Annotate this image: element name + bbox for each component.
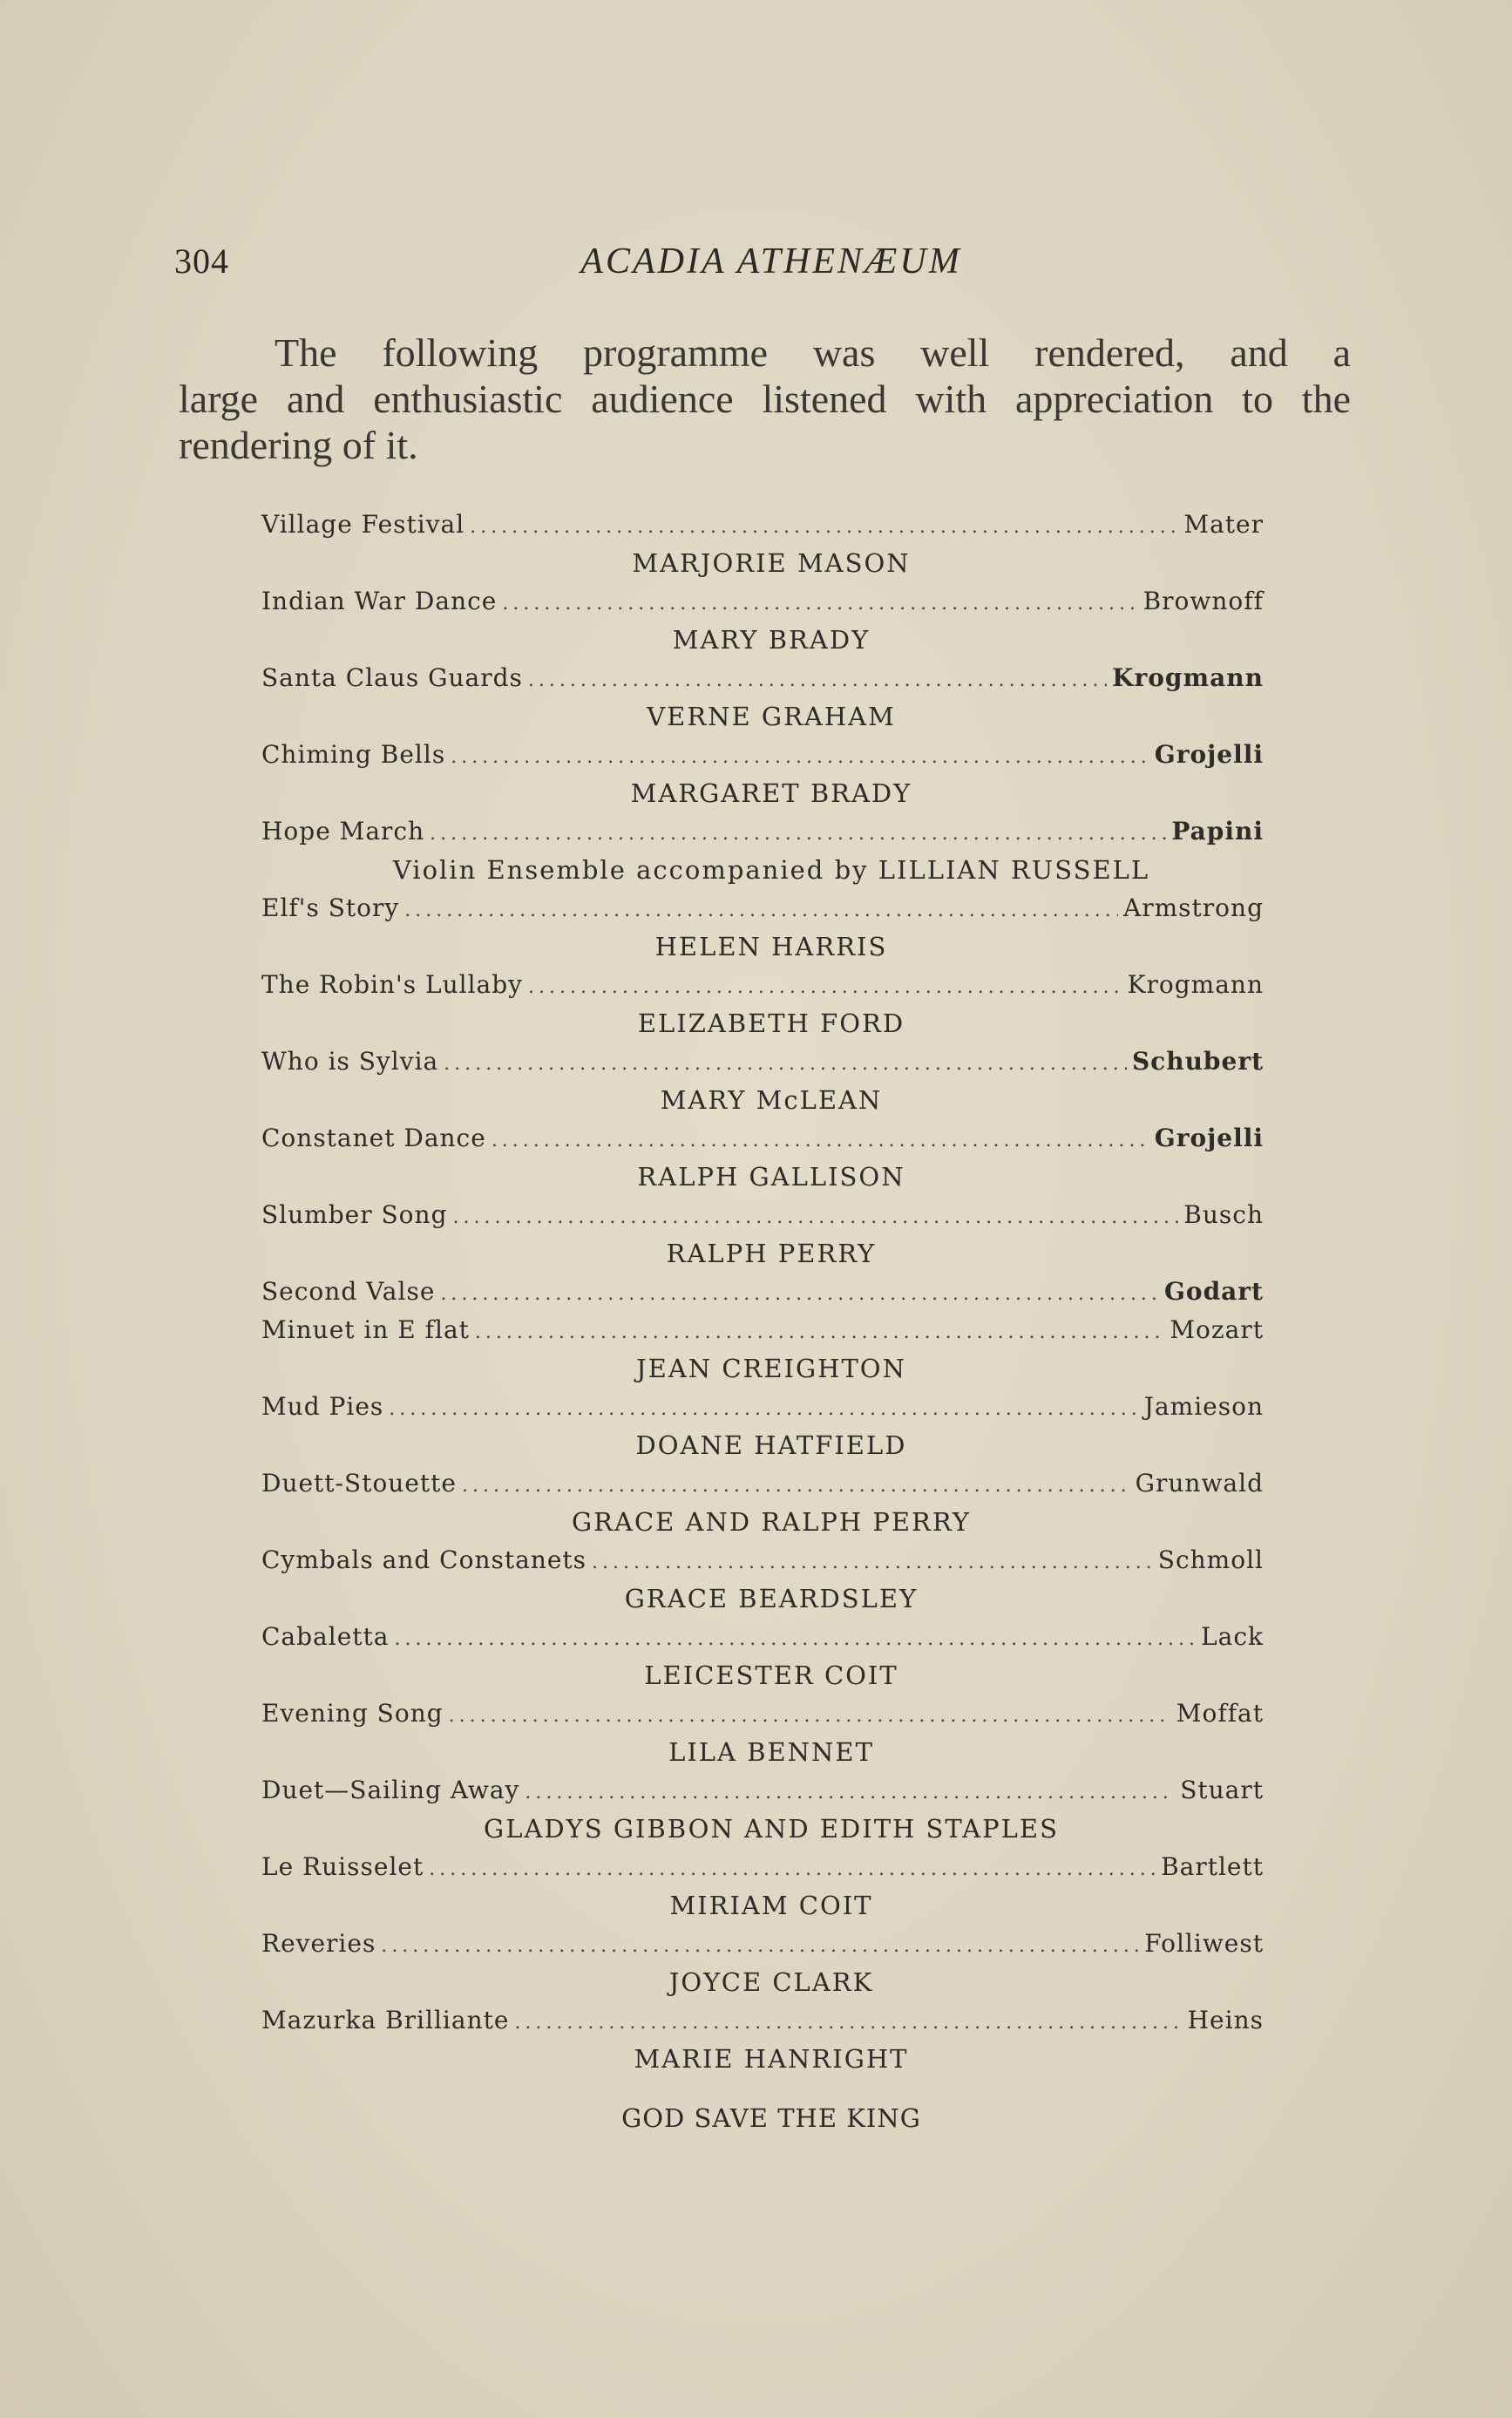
performer-name: GLADYS GIBBON AND EDITH STAPLES (484, 1814, 1059, 1844)
programme-entry (261, 1273, 1264, 1311)
composer-name: Jamieson (1143, 1392, 1264, 1421)
dot-leader (381, 1927, 1139, 1966)
programme-entry (261, 1848, 1264, 1925)
programme-entry (261, 736, 1264, 812)
piece-title: Mud Pies (261, 1392, 384, 1421)
dot-leader (492, 1122, 1149, 1160)
piece-row (261, 1771, 1264, 1810)
dot-leader (528, 662, 1107, 700)
piece-row (261, 659, 1264, 697)
page-number: 304 (174, 241, 229, 281)
dot-leader (528, 968, 1122, 1007)
piece-title: Second Valse (261, 1277, 436, 1306)
programme-entry (261, 812, 1264, 889)
programme-entry (261, 1618, 1264, 1695)
piece-row (261, 1273, 1264, 1311)
journal-title: ACADIA ATHENÆUM (580, 241, 962, 282)
performer-name: VERNE GRAHAM (647, 702, 896, 731)
dot-leader (502, 585, 1137, 623)
composer-name: Krogmann (1127, 970, 1264, 999)
composer-name: Krogmann (1112, 663, 1264, 692)
piece-title: Hope March (261, 817, 425, 846)
programme-entry (261, 659, 1264, 736)
piece-title: Mazurka Brilliante (261, 2006, 510, 2034)
performer-name: JOYCE CLARK (668, 1967, 874, 1997)
dot-leader (394, 1620, 1196, 1659)
dot-leader (429, 1851, 1156, 1889)
piece-row (261, 1311, 1264, 1349)
performer-name: GRACE BEARDSLEY (624, 1584, 919, 1613)
piece-row (261, 1541, 1264, 1579)
piece-title: Duet—Sailing Away (261, 1776, 520, 1804)
dot-leader (451, 738, 1149, 777)
performer-name: MIRIAM COIT (669, 1891, 873, 1920)
dot-leader (453, 1199, 1179, 1237)
dot-leader (440, 1275, 1159, 1314)
piece-title: Minuet in E flat (261, 1315, 470, 1344)
performer-name: Violin Ensemble accompanied by LILLIAN RUSSELL (392, 855, 1150, 885)
composer-name: Folliwest (1144, 1929, 1264, 1958)
dot-leader (444, 1045, 1127, 1083)
piece-title: Le Ruisselet (261, 1852, 424, 1881)
dot-leader (470, 508, 1178, 547)
piece-row (261, 736, 1264, 774)
programme-entry (261, 1695, 1264, 1771)
programme-entry (261, 966, 1264, 1043)
composer-name: Grunwald (1135, 1469, 1264, 1498)
piece-row (261, 966, 1264, 1004)
composer-name: Moffat (1176, 1699, 1264, 1728)
composer-name: Lack (1201, 1622, 1264, 1651)
composer-name: Brownoff (1142, 587, 1264, 615)
intro-rest: large and enthusiastic audience listened with appreciation to the rendering of it. (179, 377, 1351, 467)
programme-entry (261, 1043, 1264, 1119)
piece-title: Santa Claus Guards (261, 663, 523, 692)
programme-entry (261, 1541, 1264, 1618)
piece-row (261, 1464, 1264, 1503)
piece-title: The Robin's Lullaby (261, 970, 523, 999)
piece-title: Indian War Dance (261, 587, 498, 615)
piece-row (261, 2001, 1264, 2040)
programme-entry (261, 1925, 1264, 2001)
dot-leader (475, 1314, 1164, 1352)
programme-entry (261, 2001, 1264, 2078)
programme-entry (261, 889, 1264, 966)
piece-title: Who is Sylvia (261, 1047, 439, 1076)
composer-name: Heins (1187, 2006, 1264, 2034)
piece-title: Chiming Bells (261, 740, 446, 769)
programme-entry (261, 582, 1264, 659)
dot-leader (404, 892, 1118, 930)
piece-row (261, 1388, 1264, 1426)
programme-entry (261, 506, 1264, 582)
programme-entry (261, 1388, 1264, 1464)
composer-name: Mater (1183, 510, 1264, 539)
programme-entry (261, 1464, 1264, 1541)
performer-name: RALPH GALLISON (637, 1162, 905, 1192)
performer-name: DOANE HATFIELD (635, 1430, 907, 1460)
performer-name: MARJORIE MASON (632, 548, 911, 578)
composer-name: Bartlett (1161, 1852, 1264, 1881)
performer-name: LILA BENNET (668, 1737, 874, 1767)
programme-entry (261, 1311, 1264, 1388)
piece-row (261, 506, 1264, 544)
piece-title: Duett-Stouette (261, 1469, 457, 1498)
piece-row (261, 1695, 1264, 1733)
dot-leader (592, 1544, 1153, 1582)
composer-name: Papini (1171, 817, 1264, 846)
piece-row (261, 1848, 1264, 1886)
performer-name: LEICESTER COIT (644, 1661, 898, 1690)
piece-title: Village Festival (261, 510, 465, 539)
performer-name: GRACE AND RALPH PERRY (572, 1507, 971, 1537)
performer-name: MARY McLEAN (660, 1085, 883, 1115)
composer-name: Busch (1183, 1200, 1264, 1229)
piece-row (261, 582, 1264, 621)
piece-title: Cymbals and Constanets (261, 1545, 587, 1574)
programme-entry (261, 1196, 1264, 1273)
performer-name: MARGARET BRADY (630, 778, 912, 808)
dot-leader (430, 815, 1166, 853)
performer-name: HELEN HARRIS (654, 932, 888, 961)
intro-first-line: The following programme was well rendered, and a (275, 330, 1351, 375)
piece-title: Evening Song (261, 1699, 444, 1728)
composer-name: Mozart (1170, 1315, 1264, 1344)
page-header (174, 241, 1342, 293)
composer-name: Schubert (1131, 1047, 1264, 1076)
composer-name: Stuart (1180, 1776, 1264, 1804)
performer-name: MARIE HANRIGHT (634, 2044, 909, 2074)
composer-name: Godart (1164, 1277, 1264, 1306)
piece-row (261, 1618, 1264, 1656)
piece-row (261, 812, 1264, 851)
piece-title: Cabaletta (261, 1622, 390, 1651)
dot-leader (525, 1774, 1175, 1812)
performer-name: MARY BRADY (672, 625, 871, 655)
dot-leader (389, 1390, 1138, 1429)
dot-leader (449, 1697, 1171, 1735)
piece-row (261, 1196, 1264, 1234)
piece-row (261, 889, 1264, 927)
performer-name: RALPH PERRY (666, 1239, 877, 1268)
dot-leader (462, 1467, 1130, 1505)
closing-line: GOD SAVE THE KING (621, 2103, 921, 2133)
piece-row (261, 1925, 1264, 1963)
piece-title: Reveries (261, 1929, 376, 1958)
composer-name: Grojelli (1154, 740, 1264, 769)
composer-name: Schmoll (1157, 1545, 1264, 1574)
piece-title: Elf's Story (261, 893, 400, 922)
composer-name: Grojelli (1154, 1124, 1264, 1152)
programme-list (261, 506, 1264, 2137)
intro-paragraph (179, 329, 1351, 468)
piece-row (261, 1043, 1264, 1081)
programme-entry (261, 1119, 1264, 1196)
performer-name: JEAN CREIGHTON (636, 1354, 906, 1383)
piece-title: Slumber Song (261, 1200, 448, 1229)
programme-entry (261, 1771, 1264, 1848)
piece-row (261, 1119, 1264, 1158)
dot-leader (514, 2004, 1182, 2042)
performer-name: ELIZABETH FORD (637, 1009, 905, 1038)
piece-title: Constanet Dance (261, 1124, 486, 1152)
composer-name: Armstrong (1123, 893, 1264, 922)
